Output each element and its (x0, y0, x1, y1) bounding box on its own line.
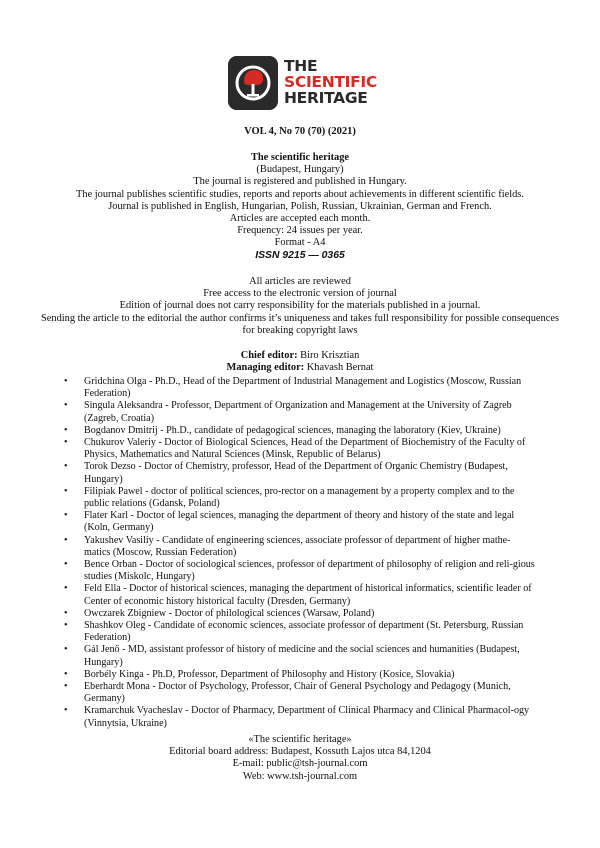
info-line: The journal publishes scientific studies, reports and reports about achievements in different scientific fields. (76, 188, 524, 200)
info-line: Articles are accepted each month. (229, 213, 371, 225)
logo-wordmark (284, 58, 377, 106)
info-line: Journal is published in English, Hungarian, Polish, Russian, Ukrainian, German and French. (108, 200, 492, 212)
chief-editor-name: Biro Krisztian (297, 350, 360, 361)
note-line: All articles are reviewed (249, 276, 351, 287)
editors-block (40, 350, 560, 374)
journal-title: The scientific heritage (250, 152, 350, 163)
logo-emblem-icon (228, 56, 278, 110)
footer-email: E-mail: public@tsh-journal.com (232, 758, 368, 770)
board-member: • Kramarchuk Vyacheslav - Doctor of Pharmacy, Department of Clinical Pharmacy and Clinical Pharmacol-ogy (Vinnytsia, Ukraine) (66, 705, 536, 729)
board-member: • Yakushev Vasiliy - Candidate of engineering sciences, associate professor of department of higher mathe-matics (Moscow, Russian Federation) (66, 535, 536, 559)
info-line: Frequency: 24 issues per year. (237, 225, 363, 237)
board-member: • Filipiak Pawel - doctor of political sciences, pro-rector on a management by a property complex and to the public relations (Gdansk, Poland) (66, 486, 536, 510)
volume-heading: VOL 4, No 70 (70) (2021) (244, 126, 356, 137)
board-member: • Bence Orban - Doctor of sociological sciences, professor of department of philosophy of religion and reli-gious studies (Miskolc, Hungary) (66, 559, 536, 583)
info-line: The journal is registered and published in Hungary. (193, 176, 407, 188)
footer-address: Editorial board address: Budapest, Kossuth Lajos utca 84,1204 (169, 746, 431, 758)
board-member: • Bogdanov Dmitrij - Ph.D., candidate of pedagogical sciences, managing the laboratory (Kiev, Ukraine) (66, 425, 536, 437)
board-member: • Eberhardt Mona - Doctor of Psychology, Professor, Chair of General Psychology and Pedagogy (Munich, Germany) (66, 681, 536, 705)
issn-number: ISSN 9215 — 0365 (255, 249, 345, 261)
board-member: • Feld Ella - Doctor of historical sciences, managing the department of historical informatics, scientific leader of Center of economic history historical faculty (Dresden, Germany) (66, 583, 536, 607)
board-member: • Singula Aleksandra - Professor, Department of Organization and Management at the University of Zagreb (Zagreb, Croatia) (66, 400, 536, 424)
editorial-board-list (66, 376, 536, 730)
footer-journal-name: «The scientific heritage» (248, 734, 352, 745)
journal-info (40, 152, 560, 262)
managing-editor-label: Managing editor: (226, 362, 305, 374)
journal-footer (40, 734, 560, 783)
info-line: (Budapest, Hungary) (256, 164, 344, 176)
logo-emblem (228, 56, 278, 110)
board-member: • Chukurov Valeriy - Doctor of Biological Sciences, Head of the Department of Biochemistry of the Faculty of Physics, Mathematics and Natural Sciences (Minsk, Republic of Belarus) (66, 437, 536, 461)
note-line: Free access to the electronic version of journal (203, 288, 397, 300)
logo-line-2: SCIENTIFIC (284, 73, 377, 91)
board-member: • Gridchina Olga - Ph.D., Head of the Department of Industrial Management and Logistics (Moscow, Russian Federation) (66, 376, 536, 400)
info-line: Format - A4 (274, 237, 326, 249)
board-member: • Shashkov Oleg - Candidate of economic sciences, associate professor of department (St. Petersburg, Russian Federation) (66, 620, 536, 644)
board-member: • Torok Dezso - Doctor of Chemistry, professor, Head of the Department of Organic Chemistry (Budapest, Hungary) (66, 461, 536, 485)
board-member: • Flater Karl - Doctor of legal sciences, managing the department of theory and history of the state and legal (Koln, Germany) (66, 510, 536, 534)
footer-website: Web: www.tsh-journal.com (242, 770, 358, 782)
chief-editor (40, 350, 560, 362)
chief-editor-label: Chief editor: (240, 350, 298, 361)
logo-line-1: THE (284, 57, 318, 75)
managing-editor (40, 362, 560, 374)
journal-logo (228, 56, 378, 114)
board-member: • Owczarek Zbigniew - Doctor of philological sciences (Warsaw, Poland) (66, 608, 536, 620)
board-member: • Gál Jenő - MD, assistant professor of history of medicine and the social sciences and humanities (Budapest, Hungary) (66, 644, 536, 668)
board-member: • Borbély Kinga - Ph.D, Professor, Department of Philosophy and History (Kosice, Slovakia) (66, 669, 536, 681)
journal-notes (40, 276, 560, 337)
managing-editor-name: Khavash Bernat (304, 362, 374, 374)
note-line: Sending the article to the editorial the author confirms it’s uniqueness and takes full responsibility for possible consequences for breaking copyright laws (41, 312, 559, 336)
logo-line-3: HERITAGE (284, 89, 368, 107)
note-line: Edition of journal does not carry responsibility for the materials published in a journal. (119, 300, 481, 312)
